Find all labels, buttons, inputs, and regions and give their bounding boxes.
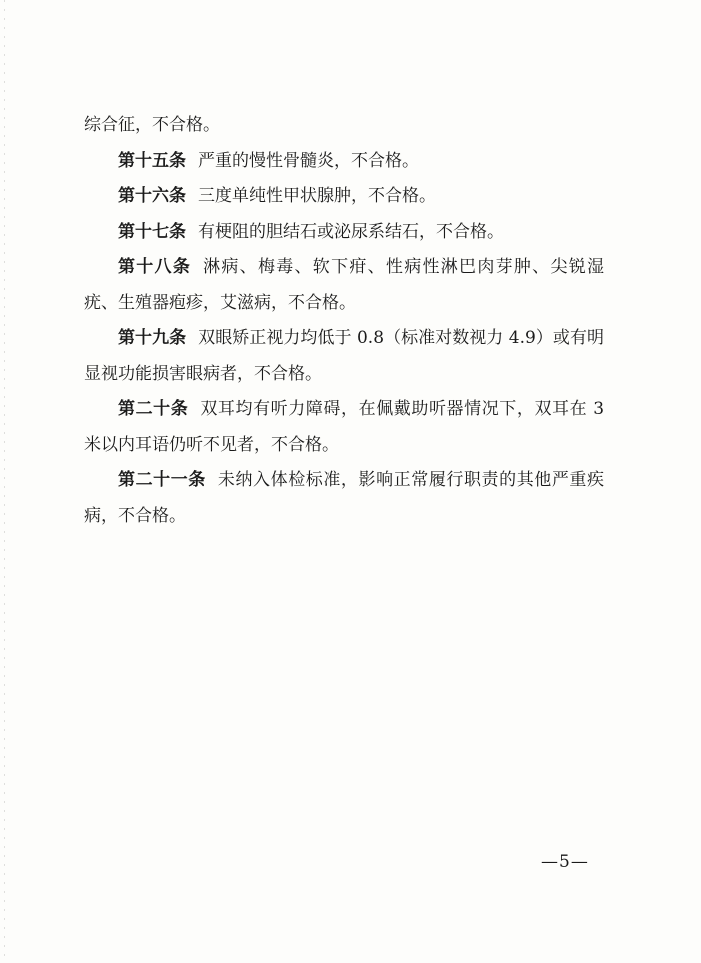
article-number: 第十六条	[118, 186, 186, 206]
document-body	[84, 108, 604, 534]
article-21	[84, 463, 604, 534]
article-number: 第十九条	[118, 328, 187, 348]
article-text: 淋病、梅毒、软下疳、性病性淋巴肉芽肿、尖锐湿疣、生殖器疱疹，艾滋病，不合格。	[84, 257, 605, 313]
article-17	[84, 215, 604, 251]
article-text: 双眼矫正视力均低于 0.8（标准对数视力 4.9）或有明显视功能损害眼病者，不合格。	[84, 328, 604, 384]
article-18	[84, 250, 604, 321]
page-number: —5—	[541, 852, 589, 872]
article-text: 严重的慢性骨髓炎，不合格。	[198, 150, 419, 171]
article-20	[84, 392, 604, 463]
article-text: 双耳均有听力障碍，在佩戴助听器情况下，双耳在 3 米以内耳语仍听不见者，不合格。	[84, 399, 605, 455]
article-number: 第二十条	[118, 399, 189, 419]
article-number: 第十八条	[118, 257, 192, 277]
article-number: 第十五条	[118, 150, 186, 171]
scan-edge-artifact	[4, 0, 5, 963]
article-text: 三度单纯性甲状腺肿，不合格。	[198, 186, 436, 206]
article-16	[84, 179, 604, 215]
article-text: 未纳入体检标准，影响正常履行职责的其他严重疾病，不合格。	[84, 470, 605, 526]
article-15	[84, 144, 604, 180]
article-text: 有梗阻的胆结石或泌尿系结石，不合格。	[198, 221, 504, 242]
article-number: 第二十一条	[118, 470, 206, 490]
article-number: 第十七条	[118, 221, 186, 242]
paragraph-text: 综合征，不合格。	[84, 115, 220, 135]
paragraph-continuation	[84, 108, 604, 144]
article-19	[84, 321, 604, 392]
